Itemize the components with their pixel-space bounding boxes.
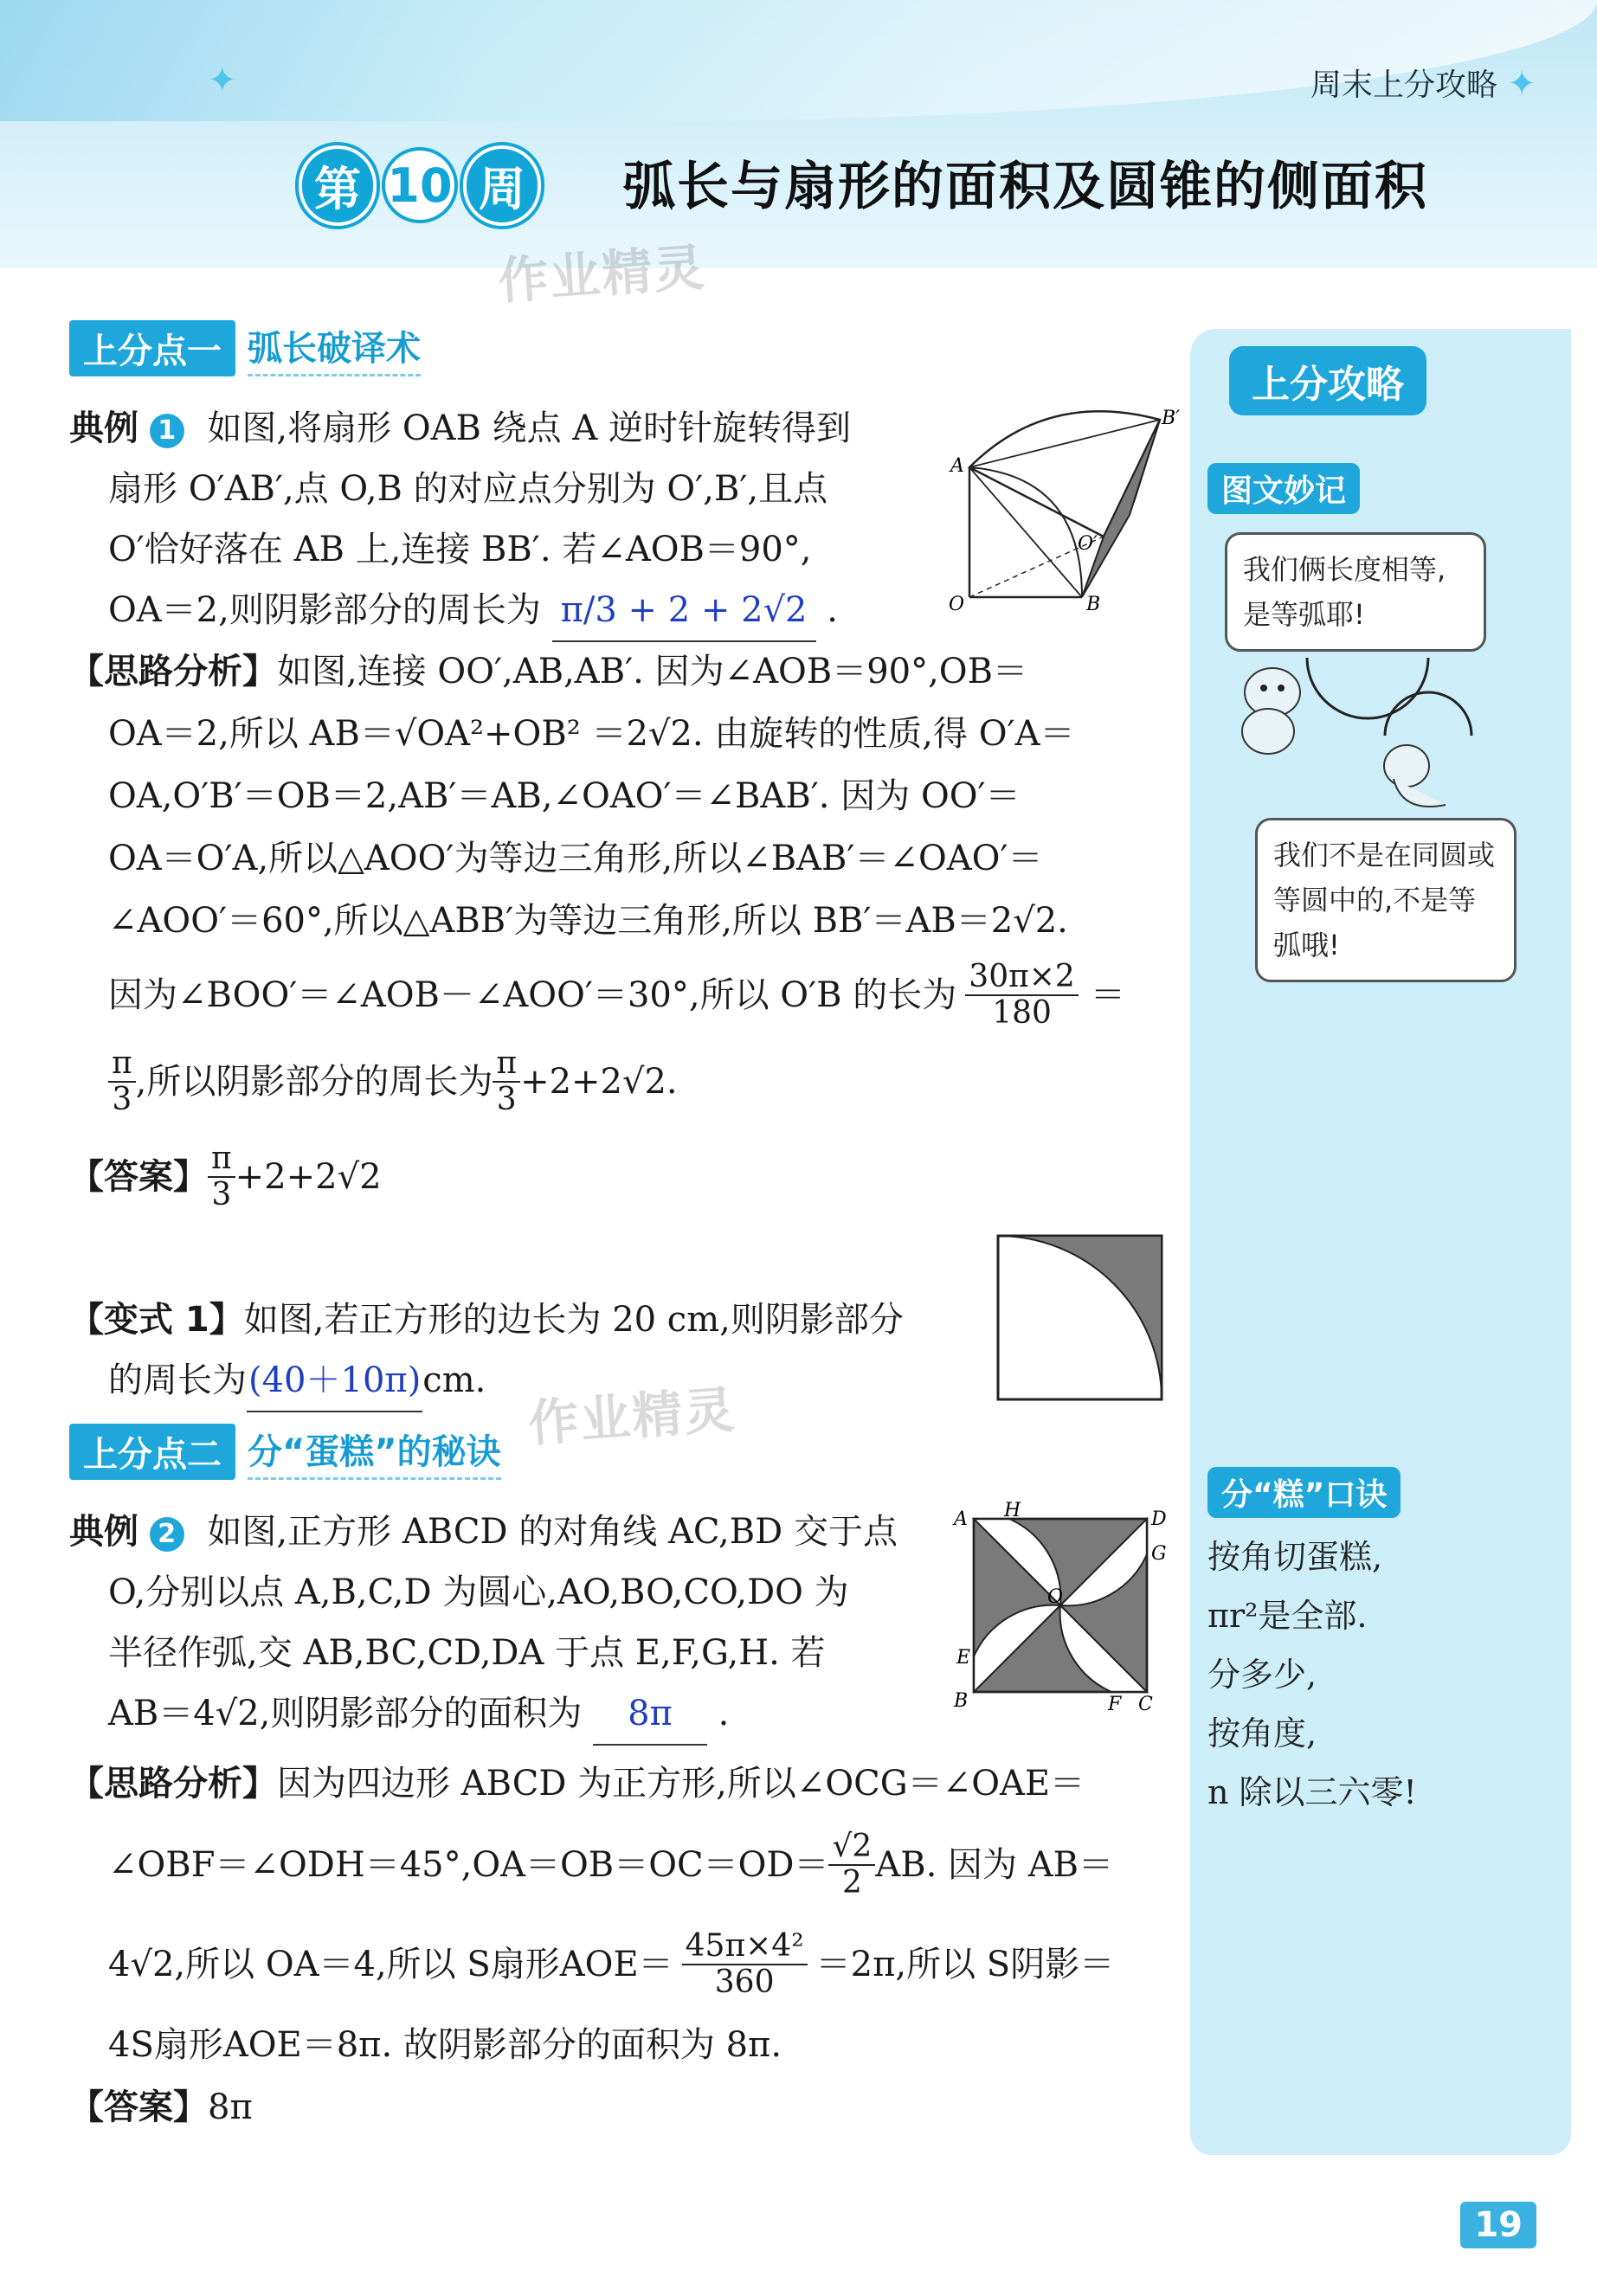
rhyme-line: 按角度, [1207, 1714, 1317, 1753]
analysis-text: OA,O′B′＝OB＝2,AB′＝AB,∠OAO′＝∠BAB′. 因为 OO′＝ [108, 776, 1021, 816]
fraction [208, 1142, 235, 1212]
sidebar-subtitle: 图文妙记 [1207, 463, 1360, 514]
problem-text: 半径作弧,交 AB,BC,CD,DA 于点 E,F,G,H. 若 [108, 1633, 826, 1673]
point-label: A [954, 1508, 968, 1530]
denominator: 180 [992, 995, 1052, 1031]
section-title: 弧长破译术 [248, 321, 421, 376]
variant-label: 【变式 1】 [69, 1300, 244, 1340]
point-label: A [950, 455, 964, 477]
section-heading [69, 1424, 501, 1480]
fraction [828, 1830, 875, 1900]
week-badge [294, 145, 545, 225]
numerator: π [493, 1046, 520, 1083]
watermark: 作业精灵 [526, 1380, 738, 1454]
fraction [682, 1929, 808, 1999]
analysis-text: ∠OBF＝∠ODH＝45°,OA＝OB＝OC＝OD＝ [108, 1844, 829, 1885]
answer-blank: π/3 + 2 + 2√2 [552, 580, 816, 642]
example-label: 典例 [69, 1512, 138, 1552]
variant-text: cm. [422, 1360, 486, 1400]
denominator: 3 [496, 1082, 517, 1117]
speech-bubble [1255, 818, 1517, 982]
answer-label: 【答案】 [69, 2087, 208, 2127]
variant-text: 如图,若正方形的边长为 20 cm,则阴影部分 [243, 1300, 904, 1340]
numerator: π [108, 1046, 136, 1083]
sparkle-icon: ✦ [208, 61, 237, 100]
bubble-text: 我们不是在同圆或 [1273, 839, 1496, 871]
week-prefix: 第 [299, 145, 377, 226]
rhyme-line: πr²是全部. [1207, 1597, 1368, 1635]
page-number: 19 [1460, 2202, 1536, 2248]
variant-1 [69, 1289, 987, 1412]
week-suffix: 周 [463, 145, 541, 226]
series-tag: 周末上分攻略 ✦ [1310, 64, 1536, 104]
analysis-text: OA＝O′A,所以△AOO′为等边三角形,所以∠BAB′＝∠OAO′＝ [108, 839, 1043, 878]
numerator: 45π×4² [682, 1929, 808, 1965]
example-number: 2 [150, 1517, 184, 1552]
rhyme-line: 按角切蛋糕, [1207, 1538, 1383, 1576]
bubble-text: 弧哦! [1273, 929, 1340, 961]
dinosaur-illustration [1220, 640, 1497, 814]
point-label: C [1138, 1694, 1153, 1715]
problem-text: 扇形 O′AB′,点 O,B 的对应点分别为 O′,B′,且点 [108, 469, 828, 509]
sidebar-subheading [1207, 1467, 1401, 1518]
page-title: 弧长与扇形的面积及圆锥的侧面积 [623, 157, 1428, 217]
analysis-text: 如图,连接 OO′,AB,AB′. 因为∠AOB＝90°,OB＝ [277, 652, 1027, 691]
point-label: B [954, 1690, 969, 1712]
problem-text: O,分别以点 A,B,C,D 为圆心,AO,BO,CO,DO 为 [108, 1572, 849, 1612]
sparkle-icon: ✦ [1507, 64, 1536, 104]
point-label: G [1151, 1543, 1167, 1565]
section-heading [69, 320, 421, 376]
week-number: 10 [382, 147, 458, 223]
analysis-text: AB. 因为 AB＝ [875, 1844, 1114, 1885]
example-1 [69, 398, 926, 642]
sidebar-subtitle: 分“糕”口诀 [1207, 1467, 1401, 1518]
analysis-text: 因为四边形 ABCD 为正方形,所以∠OCG＝∠OAE＝ [277, 1764, 1085, 1804]
variant-text: 的周长为 [108, 1360, 247, 1400]
answer-text: +2+2√2 [235, 1157, 382, 1197]
point-label: B [1086, 594, 1101, 615]
problem-text: O′恰好落在 AB 上,连接 BB′. 若∠AOB＝90°, [108, 530, 812, 569]
figure-square-arcs [952, 1500, 1169, 1715]
example-2 [69, 1502, 943, 1746]
point-label: O [1047, 1586, 1064, 1608]
answer-label: 【答案】 [69, 1157, 208, 1197]
analysis-text: 因为∠BOO′＝∠AOB－∠AOO′＝30°,所以 O′B 的长为 [108, 975, 957, 1015]
point-label: B′ [1162, 408, 1181, 429]
fraction [108, 1046, 136, 1116]
rhyme-line: n 除以三六零! [1207, 1773, 1417, 1811]
example-label: 典例 [69, 408, 138, 448]
fraction [493, 1046, 520, 1116]
numerator: 30π×2 [965, 960, 1079, 996]
section-tag: 上分点二 [69, 1424, 235, 1480]
analysis-text: +2+2√2. [520, 1062, 678, 1102]
problem-text: AB＝4√2,则阴影部分的面积为 [108, 1694, 583, 1733]
figure-square-quarter-circle [995, 1233, 1164, 1402]
problem-text: 如图,正方形 ABCD 的对角线 AC,BD 交于点 [207, 1512, 898, 1552]
rhyme-line: 分多少, [1207, 1656, 1317, 1694]
analysis-label: 【思路分析】 [69, 652, 277, 691]
analysis-2 [69, 1753, 1169, 2138]
answer-blank: (40＋10π) [247, 1350, 422, 1412]
analysis-text: ∠AOO′＝60°,所以△ABB′为等边三角形,所以 BB′＝AB＝2√2. [108, 901, 1068, 941]
point-label: D [1151, 1508, 1167, 1530]
analysis-1: 【思路分析】如图,连接 OO′,AB,AB′. 因为∠AOB＝90°,OB＝ OA＝2,所以 AB＝√OA²+OB² ＝2√2. 由旋转的性质,得 O′A＝ OA,O′B′＝OB＝2,AB′＝AB,∠OAO′＝∠BAB′. 因为 OO′＝ OA＝O′A,所以△AOO′为等边三角形,所以∠BAB′＝∠OAO′＝ ∠AOO′＝60°,所以△ABB′为等边三角形,所以 BB′＝AB＝2√2. 因为∠BOO′＝∠AOB－∠AOO′＝30°,所以 O′B 的长为 $\frac{30\pi\times 2}{180}$ ＝ $\frac{\pi}{3}$ ,所以阴影部分的周长为 $\frac{\pi}{3}$ +2+2√2. 【答案】 $\frac{\pi}{3}$ +2+2√2 [69, 640, 1169, 1220]
analysis-text: ＝2π,所以 S阴影＝ [815, 1944, 1115, 1984]
analysis-text: 4√2,所以 OA＝4,所以 S扇形AOE＝ [108, 1944, 673, 1984]
sidebar-badge [1229, 346, 1426, 415]
analysis-text: ,所以阴影部分的周长为 [135, 1062, 493, 1102]
sidebar-title: 上分攻略 [1229, 346, 1426, 415]
section-tag: 上分点一 [69, 320, 235, 376]
point-label: O [949, 594, 965, 615]
analysis-text: 4S扇形AOE＝8π. 故阴影部分的面积为 8π. [108, 2025, 782, 2065]
watermark: 作业精灵 [496, 237, 708, 312]
denominator: 3 [112, 1082, 132, 1117]
point-label: E [956, 1647, 971, 1669]
answer-text: 8π [208, 2087, 253, 2127]
point-label: O′ [1078, 533, 1098, 555]
punctuation: . [718, 1694, 730, 1733]
figure-rotated-sector [943, 398, 1181, 615]
bubble-text: 是等弧耶! [1243, 598, 1365, 631]
punctuation: . [827, 590, 838, 630]
bubble-text: 等圆中的,不是等 [1273, 884, 1477, 916]
denominator: 3 [211, 1177, 232, 1212]
section-title: 分“蛋糕”的秘诀 [248, 1425, 501, 1480]
numerator: √2 [828, 1830, 875, 1866]
example-number: 1 [150, 414, 184, 448]
rhyme-block [1207, 1527, 1554, 1822]
denominator: 2 [841, 1864, 862, 1900]
point-label: F [1108, 1694, 1122, 1715]
analysis-label: 【思路分析】 [69, 1764, 277, 1804]
speech-bubble [1225, 532, 1486, 652]
analysis-text: OA＝2,所以 AB＝√OA²+OB² ＝2√2. 由旋转的性质,得 O′A＝ [108, 714, 1075, 754]
numerator: π [208, 1142, 235, 1178]
answer-blank: 8π [593, 1683, 707, 1746]
problem-text: OA＝2,则阴影部分的周长为 [108, 590, 541, 630]
fraction [965, 960, 1079, 1030]
problem-text: 如图,将扇形 OAB 绕点 A 逆时针旋转得到 [207, 408, 851, 448]
point-label: H [1004, 1500, 1021, 1521]
bubble-text: 我们俩长度相等, [1243, 553, 1446, 586]
sidebar-subheading [1207, 463, 1360, 514]
denominator: 360 [714, 1964, 775, 2000]
